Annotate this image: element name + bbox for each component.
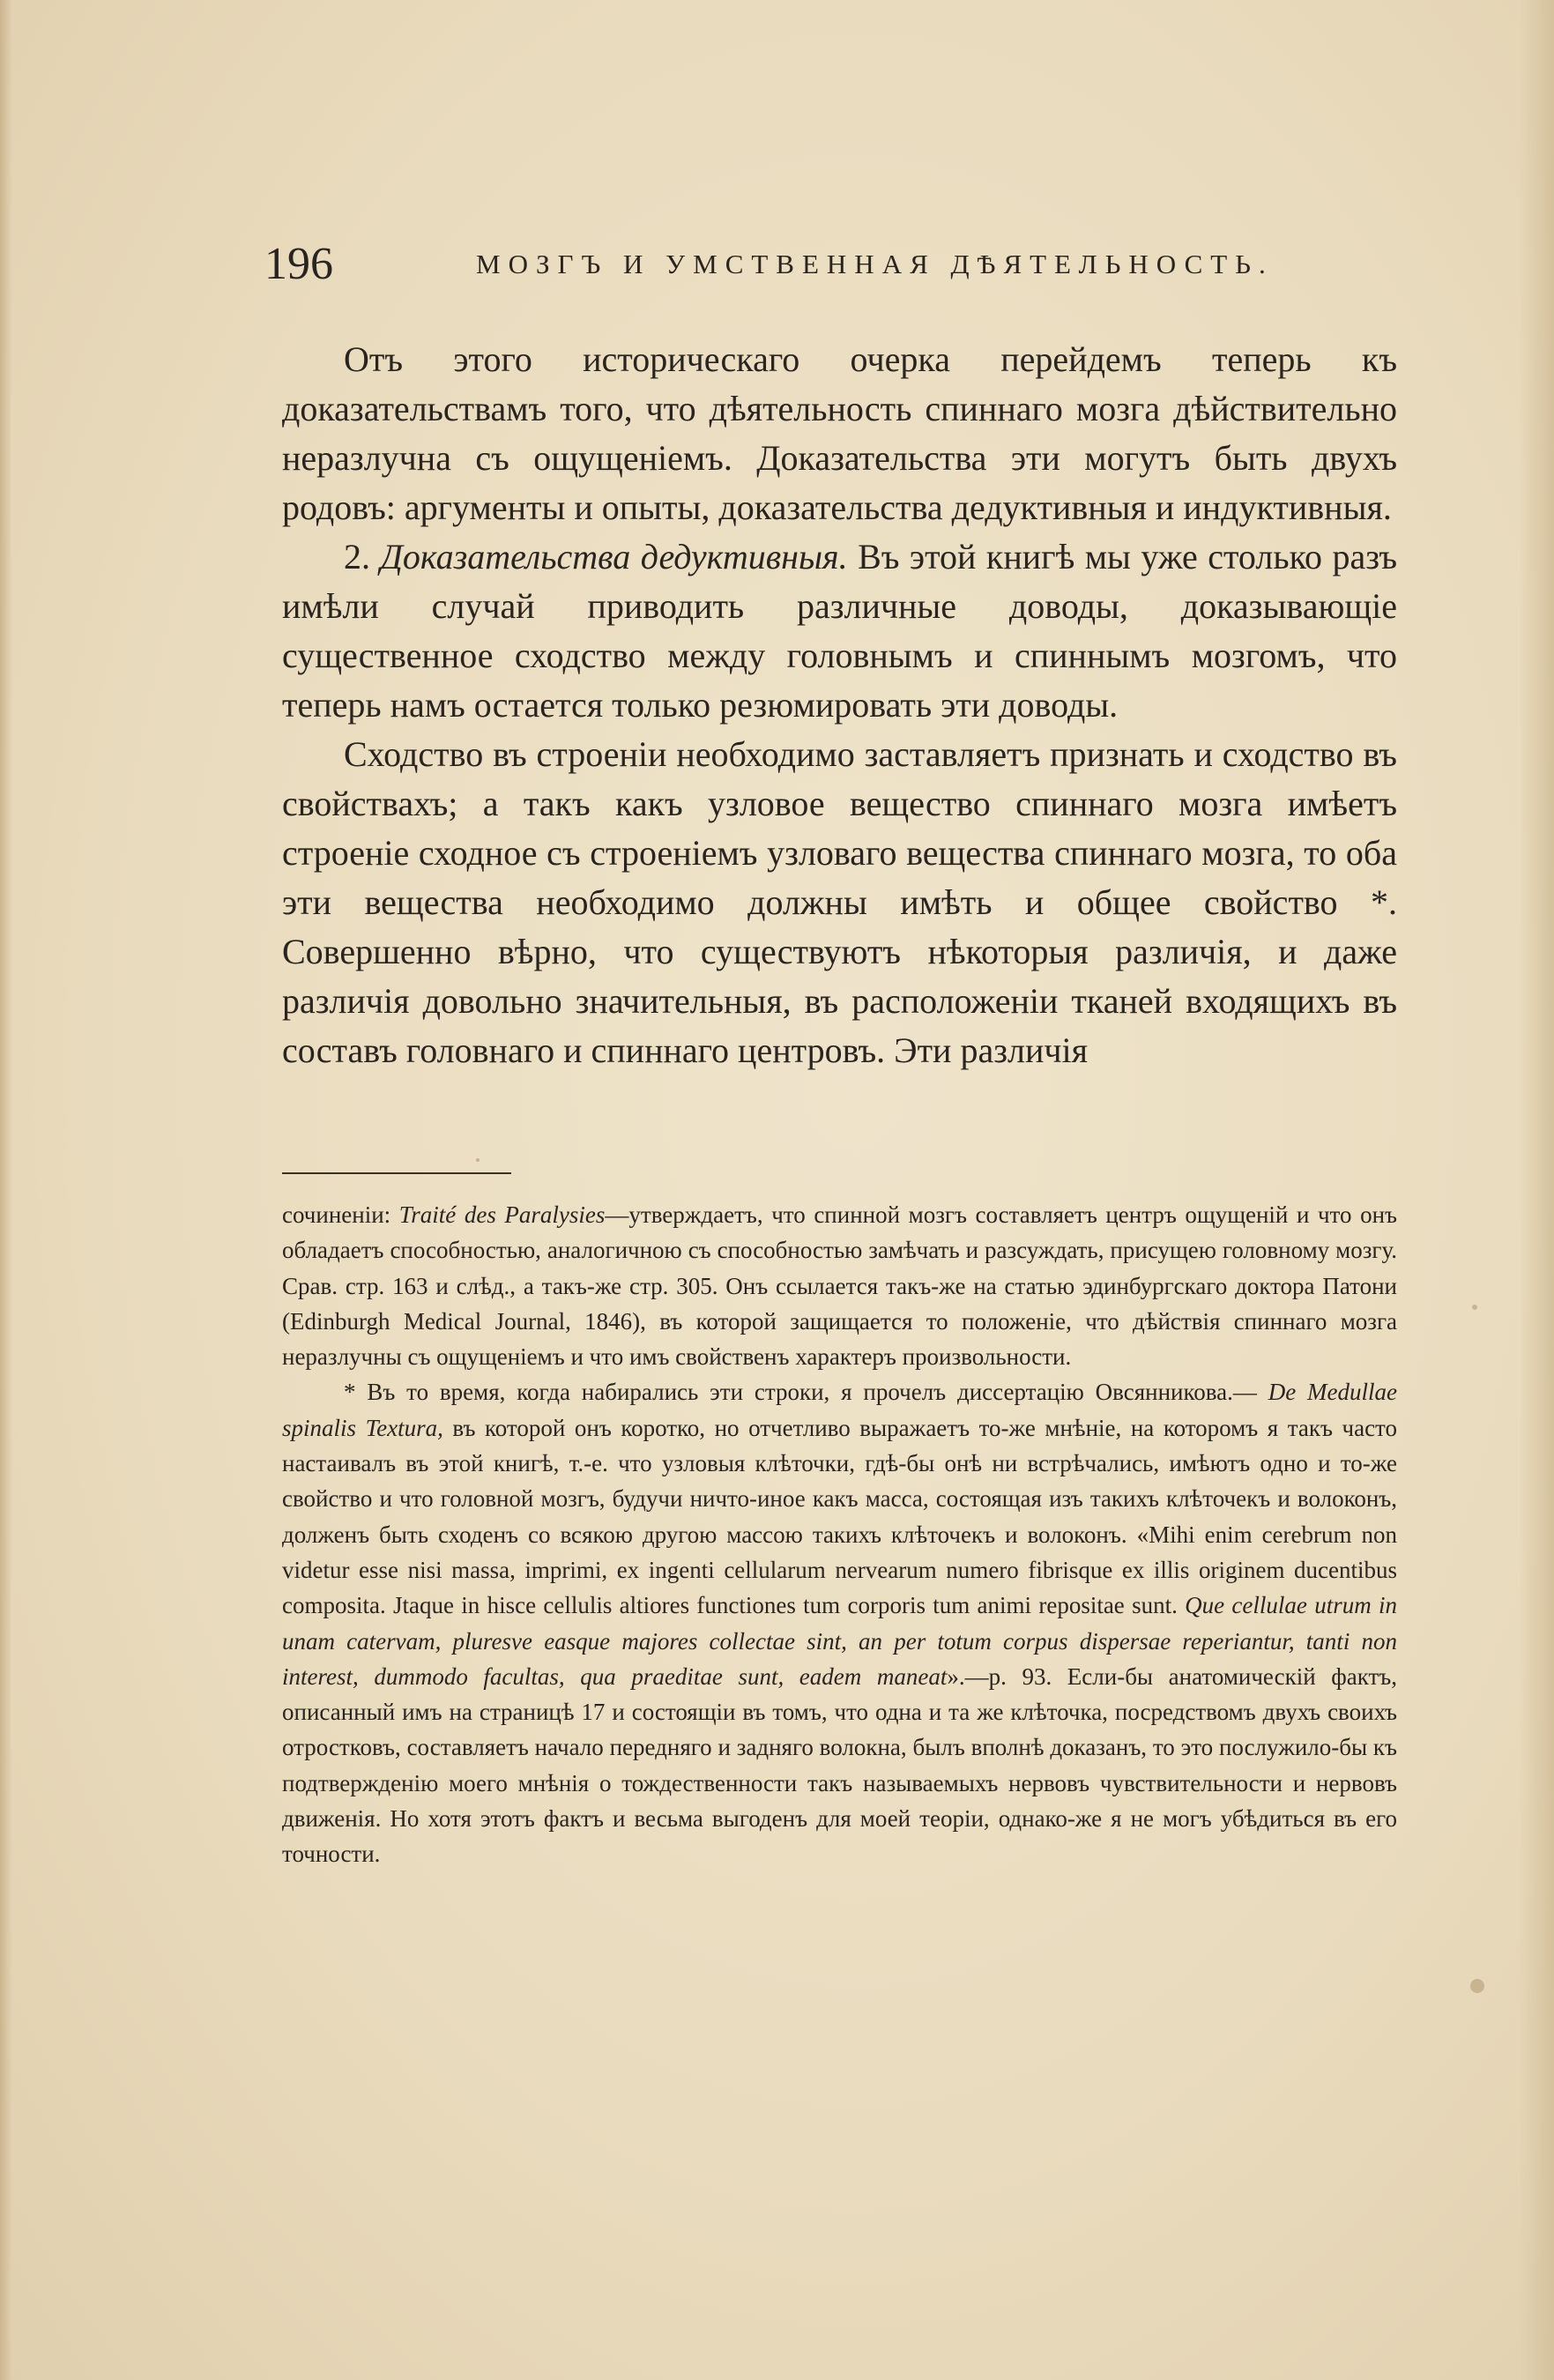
- footnote-2-lead: * Въ то время, когда набирались эти строки, я прочелъ диссертацію Овсянникова.—: [344, 1379, 1268, 1406]
- footnotes: [282, 1197, 1397, 1872]
- footnote-2-text: въ которой онъ коротко, но отчетливо выражаетъ то-же мнѣніе, на которомъ я такъ часто настаивалъ въ этой книгѣ, т.-е. что узловыя клѣточки, гдѣ-бы онѣ ни встрѣчались, имѣютъ одно и то-же свойство и что головной мозгъ, будучи ничто-иное какъ масса, состоящая изъ такихъ клѣточекъ и волоконъ, долженъ быть сходенъ со всякою другою массою такихъ клѣточекъ и волоконъ. «Mihi enim cerebrum non videtur esse nisi massa, imprimi, ex ingenti cellularum nervearum numero fibrisque ex illis originem ducentibus composita. Jtaque in hisce cellulis altiores functiones tum corporis tum animi repositae sunt.: [282, 1414, 1397, 1619]
- footnote-1-title: Traité des Paralysies: [398, 1201, 606, 1228]
- paragraph-1: Отъ этого историческаго очерка перейдемъ теперь къ доказательствамъ того, что дѣятельность спиннаго мозга дѣйствительно неразлучна съ ощущеніемъ. Доказательства эти могутъ быть двухъ родовъ: аргументы и опыты, доказательства дедуктивныя и индуктивныя.: [282, 339, 1397, 527]
- footnote-2-end: ».—р. 93. Если-бы анатомическій фактъ, описанный имъ на страницѣ 17 и состоящіи въ томъ, что одна и та же клѣточка, посредствомъ двухъ своихъ отростковъ, составляетъ начало передняго и задняго волокна, былъ вполнѣ доказанъ, то это послужило-бы къ подтвержденію моего мнѣнія о тождественности такъ называемыхъ нервовъ чувствительности и нервовъ движенія. Но хотя этотъ фактъ и весьма выгоденъ для моей теоріи, однако-же я не могъ убѣдиться въ его точности.: [282, 1662, 1397, 1868]
- footnote-separator: [282, 1172, 511, 1174]
- footnote-continued: [282, 1197, 1397, 1374]
- footnote-1-text: —утверждаетъ, что спинной мозгъ составляетъ центръ ощущеній и что онъ обладаетъ способностью, аналогичною съ способностью замѣчать и разсуждать, присущею головному мозгу. Срав. стр. 163 и слѣд., а такъ-же стр. 305. Онъ ссылается такъ-же на статью эдинбургскаго доктора Патони (Edinburgh Medical Journal, 1846), въ которой защищается то положеніе, что дѣйствія спиннаго мозга неразлучны съ ощущеніемъ и что имъ свойственъ характеръ произвольности.: [282, 1201, 1397, 1371]
- paper-speck: [1470, 1979, 1484, 1993]
- page-number: 196: [264, 239, 333, 289]
- paper-speck: [1472, 1305, 1477, 1310]
- footnote-1-lead: сочиненіи:: [282, 1201, 399, 1228]
- paragraph-3: Сходство въ строеніи необходимо заставляетъ признать и сходство въ свойствахъ; а такъ какъ узловое вещество спиннаго мозга имѣетъ строеніе сходное съ строеніемъ узловаго вещества спиннаго мозга, то оба эти вещества необходимо должны имѣть и общее свойство *. Совершенно вѣрно, что существуютъ нѣкоторыя различія, и даже различія довольно значительныя, въ расположеніи тканей входящихъ въ составъ головнаго и спиннаго центровъ. Эти различія: [282, 734, 1397, 1070]
- main-text: [282, 335, 1397, 1075]
- paragraph-2-text: Въ этой книгѣ мы уже столько разъ имѣли случай приводить различные доводы, доказывающіе существенное сходство между головнымъ и спиннымъ мозгомъ, что теперь намъ остается только резюмировать эти доводы.: [282, 537, 1397, 725]
- page-edge-right: [1519, 0, 1554, 2380]
- paper-speck: [476, 1158, 480, 1162]
- section-title: Доказательства дедуктивныя.: [380, 537, 848, 576]
- footnote-2-title: De Medullae spinalis Textura,: [282, 1379, 1398, 1441]
- running-title: МОЗГЪ И УМСТВЕННАЯ ДѢЯТЕЛЬНОСТЬ.: [476, 249, 1274, 279]
- footnote-2-quote: Que cellulae utrum in unam catervam, pluresve easque majores collectae sint, an per totum corpus dispersae reperiantur, tanti non interest, dummodo facultas, qua praeditae sunt, eadem maneat: [282, 1592, 1397, 1690]
- page-header: [264, 238, 1402, 291]
- paragraph-2: [282, 532, 1397, 730]
- page-edge-left: [0, 0, 12, 2380]
- section-number: 2.: [344, 537, 370, 576]
- footnote-star: [282, 1374, 1397, 1871]
